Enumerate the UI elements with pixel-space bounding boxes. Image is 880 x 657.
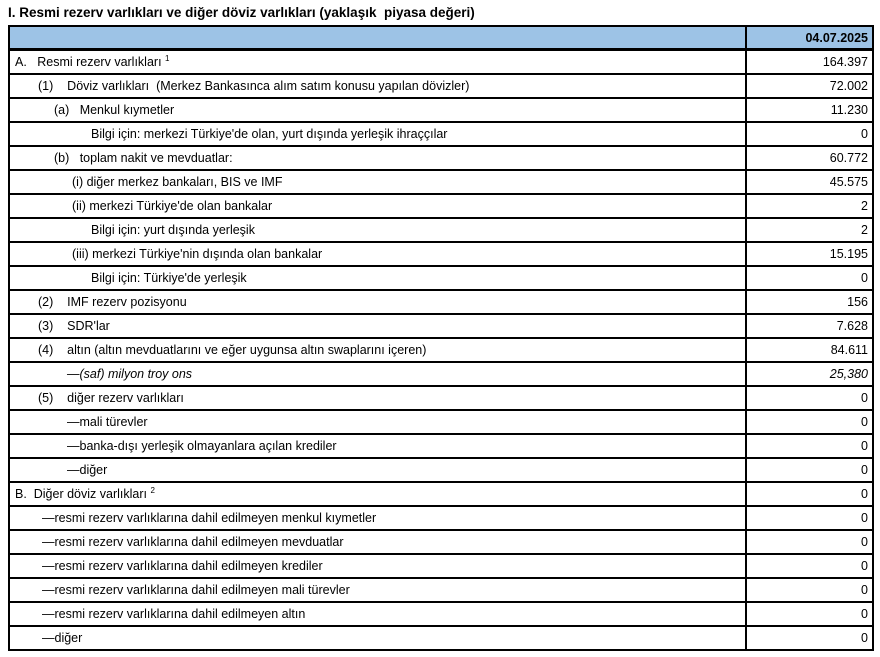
row-value-cell: 45.575 [746,170,873,194]
row-label-cell [9,122,746,146]
row-label-cell [9,50,746,75]
row-value-cell: 15.195 [746,242,873,266]
table-row [9,98,873,122]
row-label: (a) Menkul kıymetler [54,103,175,117]
row-value-cell: 2 [746,218,873,242]
row-label-cell [9,98,746,122]
table-row [9,482,873,506]
row-label-cell [9,74,746,98]
row-value-cell: 2 [746,194,873,218]
row-value-cell: 25,380 [746,362,873,386]
table-row [9,242,873,266]
table-header-row [9,26,873,50]
row-label: (iii) merkezi Türkiye'nin dışında olan bankalar [72,247,323,261]
row-value-cell: 72.002 [746,74,873,98]
row-label: B. Diğer döviz varlıkları [15,487,151,501]
row-label-cell [9,434,746,458]
table-body [9,50,873,651]
table-row [9,74,873,98]
page-title: I. Resmi rezerv varlıkları ve diğer döviz varlıkları (yaklaşık piyasa değeri) [8,5,475,20]
row-value-cell: 0 [746,506,873,530]
row-label: —mali türevler [67,415,148,429]
table-row [9,218,873,242]
row-label: Bilgi için: yurt dışında yerleşik [91,223,255,237]
row-label: (3) SDR'lar [38,319,110,333]
row-label-cell [9,338,746,362]
row-value-cell: 0 [746,626,873,650]
row-label-cell [9,554,746,578]
row-label: —resmi rezerv varlıklarına dahil edilmeyen mevduatlar [42,535,344,549]
row-value-cell: 84.611 [746,338,873,362]
table-row [9,146,873,170]
row-label: —resmi rezerv varlıklarına dahil edilmeyen mali türevler [42,583,350,597]
row-value-cell: 0 [746,554,873,578]
row-label-cell [9,530,746,554]
row-value-cell: 156 [746,290,873,314]
table-row [9,338,873,362]
table-row [9,578,873,602]
row-label: A. Resmi rezerv varlıkları [15,55,166,69]
row-value-cell: 60.772 [746,146,873,170]
row-label-cell [9,458,746,482]
header-date-cell: 04.07.2025 [746,26,873,50]
row-label-cell [9,602,746,626]
table-row [9,122,873,146]
table-row [9,602,873,626]
row-label: (5) diğer rezerv varlıkları [38,391,184,405]
table-row [9,386,873,410]
row-label-cell [9,242,746,266]
row-value-cell: 0 [746,602,873,626]
row-value-cell: 0 [746,458,873,482]
row-label-cell [9,386,746,410]
row-value-cell: 0 [746,482,873,506]
table-row [9,458,873,482]
row-label: (1) Döviz varlıkları (Merkez Bankasınca alım satım konusu yapılan dövizler) [38,79,470,93]
table-row [9,290,873,314]
row-label-cell [9,146,746,170]
row-label-cell [9,506,746,530]
table-row [9,626,873,650]
table-row [9,314,873,338]
row-label: (b) toplam nakit ve mevduatlar: [54,151,233,165]
row-label: —diğer [67,463,108,477]
row-value-cell: 11.230 [746,98,873,122]
row-label: —resmi rezerv varlıklarına dahil edilmeyen menkul kıymetler [42,511,377,525]
row-value-cell: 0 [746,434,873,458]
row-label-cell [9,410,746,434]
row-label: —diğer [42,631,83,645]
footnote-marker: 1 [165,53,170,63]
row-value-cell: 7.628 [746,314,873,338]
header-empty-cell [9,26,746,50]
footnote-marker: 2 [150,485,155,495]
row-label: (2) IMF rezerv pozisyonu [38,295,187,309]
row-label-cell [9,218,746,242]
row-label-cell [9,482,746,506]
table-row [9,554,873,578]
table-row [9,194,873,218]
reserves-table [8,25,874,651]
table-row [9,506,873,530]
row-value-cell: 164.397 [746,50,873,75]
row-value-cell: 0 [746,266,873,290]
row-label: Bilgi için: Türkiye'de yerleşik [91,271,247,285]
table-row [9,50,873,75]
row-value-cell: 0 [746,530,873,554]
row-label: Bilgi için: merkezi Türkiye'de olan, yurt dışında yerleşik ihraççılar [91,127,448,141]
table-row [9,530,873,554]
row-label: (i) diğer merkez bankaları, BIS ve IMF [72,175,283,189]
row-label: (ii) merkezi Türkiye'de olan bankalar [72,199,273,213]
row-label-cell [9,170,746,194]
row-label-cell [9,194,746,218]
row-value-cell: 0 [746,578,873,602]
row-label: —banka-dışı yerleşik olmayanlara açılan krediler [67,439,337,453]
row-label-cell [9,266,746,290]
table-row [9,266,873,290]
row-label: —(saf) milyon troy ons [67,367,193,381]
row-label: —resmi rezerv varlıklarına dahil edilmeyen krediler [42,559,323,573]
row-value-cell: 0 [746,386,873,410]
row-label-cell [9,314,746,338]
row-value-cell: 0 [746,122,873,146]
table-row [9,170,873,194]
row-label-cell [9,626,746,650]
row-label-cell [9,362,746,386]
table-row [9,362,873,386]
row-label-cell [9,578,746,602]
table-row [9,434,873,458]
table-row [9,410,873,434]
row-label: —resmi rezerv varlıklarına dahil edilmeyen altın [42,607,306,621]
row-value-cell: 0 [746,410,873,434]
row-label-cell [9,290,746,314]
row-label: (4) altın (altın mevduatlarını ve eğer uygunsa altın swaplarını içeren) [38,343,427,357]
